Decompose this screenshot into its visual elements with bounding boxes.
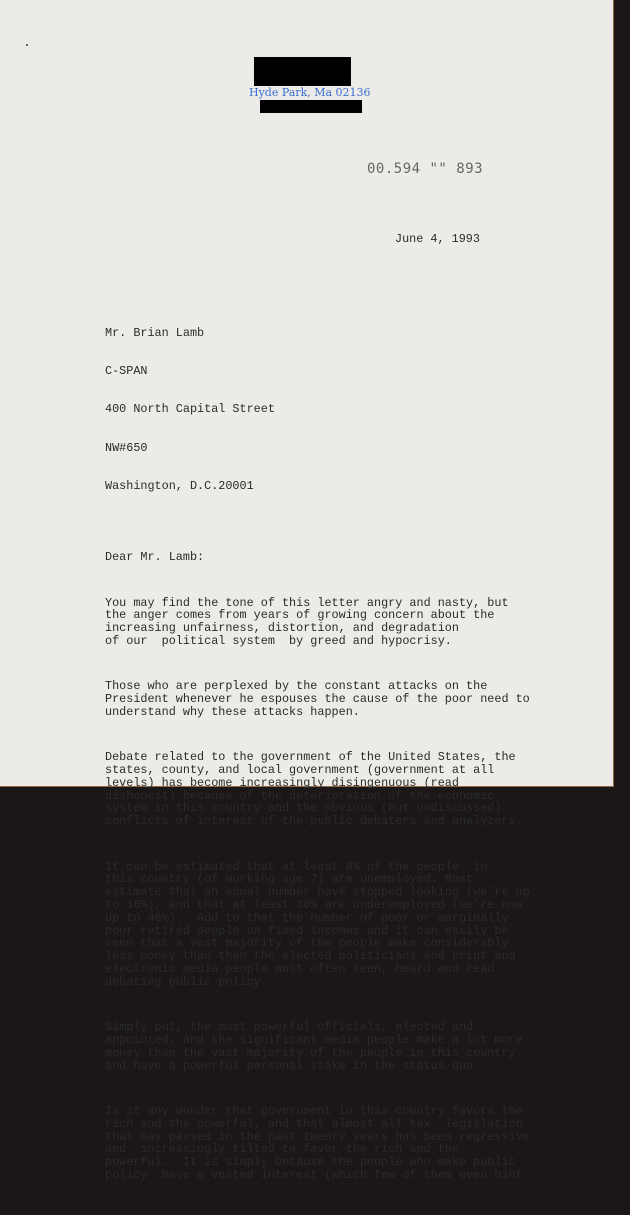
recipient-line: C-SPAN xyxy=(105,363,148,378)
paragraph-line: to 16%), and that at least 30% are underemployed (we're now xyxy=(105,898,523,913)
paragraph-line: It can be estimated that at least 8% of the people in xyxy=(105,859,488,874)
paragraph-line: dishonest) because of the deterioration of the economic xyxy=(105,788,495,803)
archive-stamp: 00.594 "" 893 xyxy=(367,161,484,177)
recipient-line: 400 North Capital Street xyxy=(105,402,275,417)
paragraph-line: debating public policy. xyxy=(105,974,268,989)
recipient-line: NW#650 xyxy=(105,440,148,455)
paragraph-line: policy have a vested interest (which few of them even hint xyxy=(105,1167,523,1182)
paragraph xyxy=(105,597,605,648)
paragraph-line: system in this country and the obvious (but undiscussed) xyxy=(105,801,502,816)
paragraph-line: Is it any wonder that government in this country favors the xyxy=(105,1104,523,1118)
paragraph-line: Simply put, the most powerful officials, elected and xyxy=(105,1020,474,1035)
paragraph-line: powerful. It is simply because the people who make public xyxy=(105,1155,516,1170)
redacted-phone xyxy=(260,100,362,113)
paragraph xyxy=(105,680,605,718)
paragraph-line: seen that a vast majority of the people make considerably xyxy=(105,936,509,951)
paragraph xyxy=(105,751,605,828)
paragraph-line: money than the vast majority of the people in this country xyxy=(105,1045,516,1060)
paragraph-line: understand why these attacks happen. xyxy=(105,704,360,719)
paragraph-line: Debate related to the government of the United States, the xyxy=(105,750,516,765)
paragraph-line: less money than than the elected politicians and print and xyxy=(105,949,516,964)
letterhead-address: Hyde Park, Ma 02136 xyxy=(249,86,371,99)
paragraph-line: Those who are perplexed by the constant attacks on the xyxy=(105,679,488,694)
redacted-name xyxy=(254,57,351,86)
speck xyxy=(26,44,28,46)
paragraph-line: and increasingly tilted to favor the rich and the xyxy=(105,1142,459,1157)
paragraph-line: that has passed in the past twenty years has been regressive xyxy=(105,1129,530,1144)
paragraph-line: and have a powerful personal stake in the status quo. xyxy=(105,1058,481,1073)
salutation: Dear Mr. Lamb: xyxy=(105,550,205,565)
paragraph-line: You may find the tone of this letter angry and nasty, but xyxy=(105,595,509,610)
paragraph xyxy=(105,1105,605,1182)
paragraph-line: of our political system by greed and hypocrisy. xyxy=(105,633,452,648)
paragraph-line: rich and the powerful, and that almost all tax legislation xyxy=(105,1116,523,1131)
recipient-line: Mr. Brian Lamb xyxy=(105,325,205,340)
paragraph-line: conflicts of interest of the public debaters and analyzers. xyxy=(105,814,523,829)
paragraph-line: the anger comes from years of growing concern about the xyxy=(105,608,495,623)
paragraph-line: levels) has become increasingly disingenuous (read xyxy=(105,775,459,790)
paragraph-line: increasing unfairness, distortion, and degradation xyxy=(105,621,459,636)
recipient-address xyxy=(105,301,605,519)
letter-date: June 4, 1993 xyxy=(395,231,480,246)
paragraph-line: up to 46%). Add to that the number of poor or marginally xyxy=(105,910,509,925)
paragraph-line: President whenever he espouses the cause of the poor need to xyxy=(105,692,530,707)
paragraph-line: this country (of working age ?) are unemployed. Most xyxy=(105,872,474,887)
letter-body xyxy=(105,207,605,1214)
paragraph xyxy=(105,861,605,989)
paragraph xyxy=(105,1021,605,1072)
paragraph-line: states, county, and local government (government at all xyxy=(105,763,495,778)
paragraph-line: estimate that an equal number have stopped looking (we're up xyxy=(105,885,530,900)
recipient-line: Washington, D.C.20001 xyxy=(105,479,254,494)
paragraph-line: electronic media people most often seen, heard and read xyxy=(105,962,495,977)
paragraph-line: poor retired people on fixed incomes and it can easily be xyxy=(105,923,509,938)
paragraph-line: appointed, and the significant media people make a lot more xyxy=(105,1033,523,1048)
